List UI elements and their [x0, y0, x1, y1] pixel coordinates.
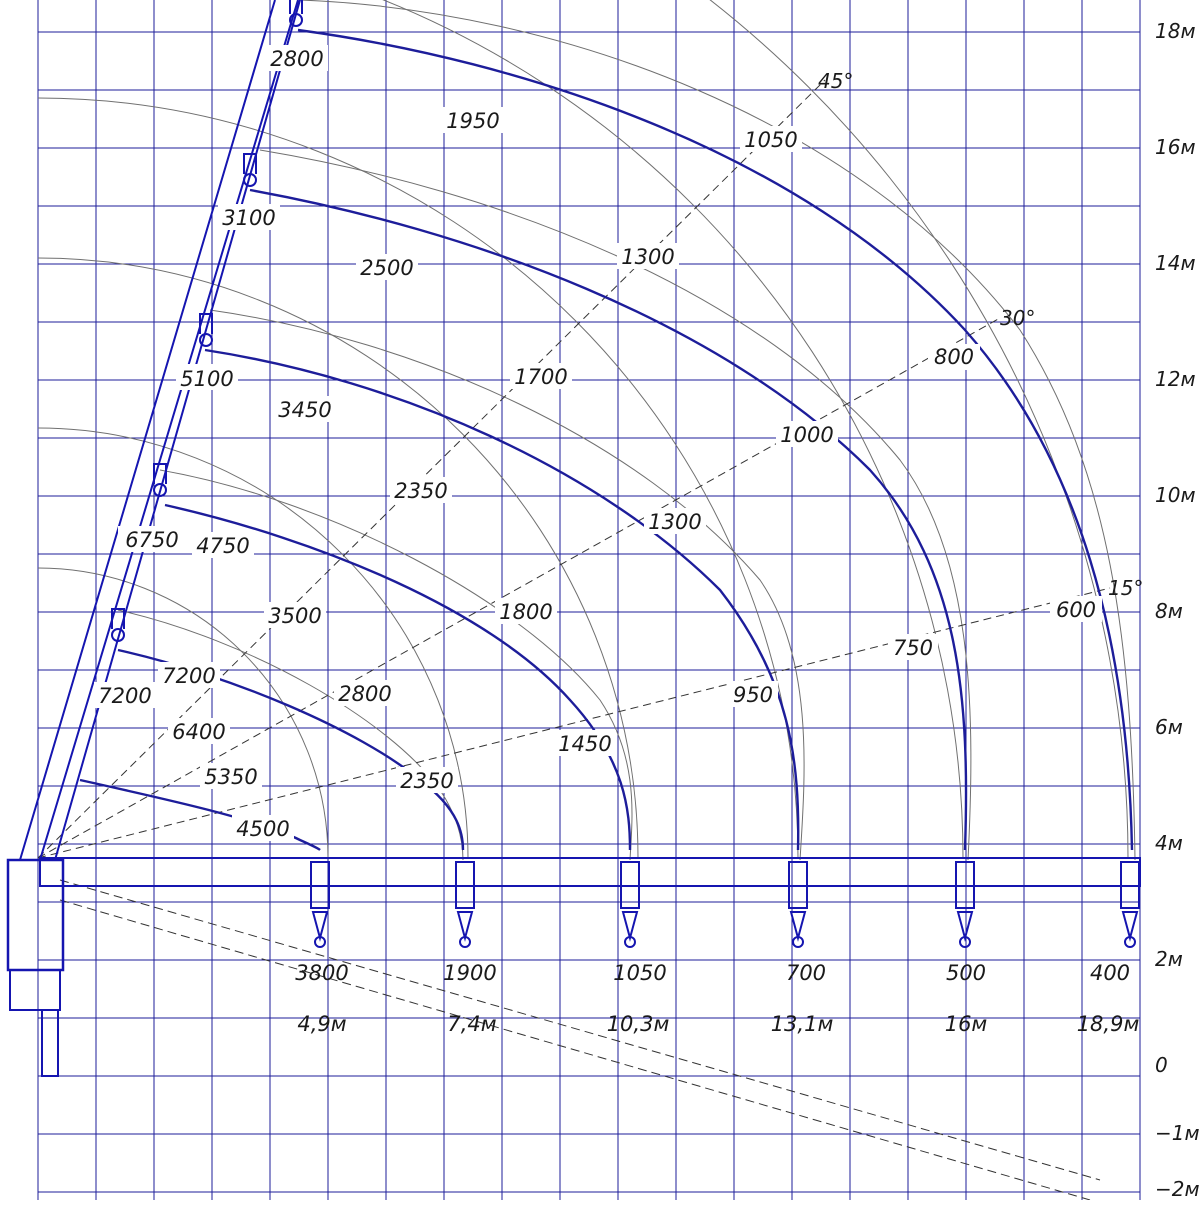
- arc-label: 1800: [499, 600, 553, 624]
- hook: [958, 912, 972, 938]
- y-label-4: 4м: [1155, 831, 1183, 855]
- arc-label: 1000: [780, 423, 834, 447]
- y-label-18: 18м: [1155, 19, 1196, 43]
- load-label: 1900: [443, 961, 497, 985]
- arc-label: 2500: [360, 256, 414, 280]
- arc-label: 2800: [338, 682, 392, 706]
- angle-label-15: 15°: [1108, 576, 1144, 600]
- y-label-0: 0: [1155, 1053, 1168, 1077]
- angle-label-30: 30°: [1000, 306, 1036, 330]
- arc-label: 750: [892, 636, 934, 660]
- y-label-10: 10м: [1155, 483, 1196, 507]
- arc-label: 950: [732, 683, 774, 707]
- angle-ray: [38, 80, 825, 858]
- y-label-2: 2м: [1155, 947, 1183, 971]
- y-label-14: 14м: [1155, 251, 1196, 275]
- arc-label: 6750: [125, 528, 179, 552]
- arc-label: 1300: [621, 245, 675, 269]
- reach-label: 13,1м: [770, 1012, 834, 1036]
- arc-label: 2350: [394, 479, 448, 503]
- arc-label: 800: [933, 345, 975, 369]
- hook: [791, 912, 805, 938]
- arc-label: 1300: [648, 510, 702, 534]
- reach-label: 10,3м: [606, 1012, 670, 1036]
- arc-label: 3100: [222, 206, 276, 230]
- arc-label: 2800: [270, 47, 324, 71]
- hook: [458, 912, 472, 938]
- arc-label: 1450: [558, 732, 612, 756]
- angle-labels: [818, 69, 1143, 600]
- hook: [623, 912, 637, 938]
- load-label: 3800: [295, 961, 349, 985]
- reach-label: 18,9м: [1076, 1012, 1140, 1036]
- hook: [1123, 912, 1137, 938]
- y-label-m2: −2м: [1155, 1177, 1200, 1200]
- arc-labels: [94, 45, 1102, 841]
- arc-label: 1950: [446, 109, 500, 133]
- arc-label: 4750: [196, 534, 250, 558]
- reach-label: 16м: [944, 1012, 988, 1036]
- arc-label: 600: [1055, 598, 1097, 622]
- reach-label: 4,9м: [297, 1012, 347, 1036]
- y-label-16: 16м: [1155, 135, 1196, 159]
- y-label-8: 8м: [1155, 599, 1183, 623]
- arc-label: 1700: [514, 365, 568, 389]
- arc-label: 1050: [744, 128, 798, 152]
- hook-eye: [200, 334, 212, 346]
- arc-label: 2350: [400, 769, 454, 793]
- load-label: 400: [1089, 961, 1131, 985]
- load-arc: [298, 30, 1132, 850]
- angle-ray: [38, 318, 1000, 858]
- arc-label: 6400: [172, 720, 226, 744]
- y-label-6: 6м: [1155, 715, 1183, 739]
- crane-leg: [42, 1010, 58, 1076]
- boom-lowered-line: [60, 900, 1090, 1200]
- tip-arc: [300, 0, 1135, 860]
- arc-label: 7200: [98, 684, 152, 708]
- y-label-12: 12м: [1155, 367, 1196, 391]
- arc-label: 3450: [278, 398, 332, 422]
- crane-base: [8, 860, 63, 970]
- arc-label: 5100: [180, 367, 234, 391]
- arc-label: 7200: [162, 664, 216, 688]
- load-arcs: [80, 30, 1132, 850]
- load-label: 700: [785, 961, 827, 985]
- reach-label: 7,4м: [447, 1012, 497, 1036]
- y-label-m1: −1м: [1155, 1121, 1200, 1145]
- tip-arc: [160, 470, 632, 860]
- boom-vertical: [20, 0, 300, 860]
- reach-labels: [297, 1012, 1139, 1036]
- arc-label: 3500: [268, 604, 322, 628]
- load-label: 500: [945, 961, 987, 985]
- angle-label-45: 45°: [818, 69, 854, 93]
- load-label: 1050: [613, 961, 667, 985]
- hook: [313, 912, 327, 938]
- crane-mount: [10, 970, 60, 1010]
- arc-label: 5350: [204, 765, 258, 789]
- arc-label: 4500: [236, 817, 290, 841]
- y-axis-labels: [1155, 19, 1200, 1200]
- bottom-loads: [295, 961, 1130, 985]
